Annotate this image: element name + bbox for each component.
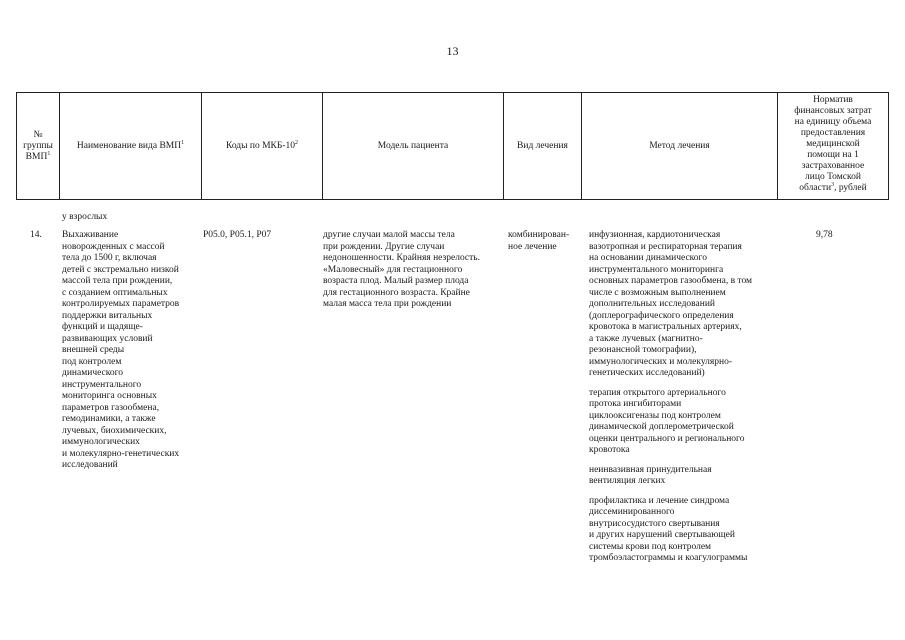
method-item xyxy=(589,230,785,380)
patient-model-cell xyxy=(323,230,508,311)
method-line: циклооксигеназы под контролем xyxy=(589,410,721,421)
patient-model-line: возраста плод. Малый размер плода xyxy=(323,276,469,286)
method-line: кровотока xyxy=(589,445,630,455)
vmp-name-line: под контролем xyxy=(62,356,122,367)
header-patient-model: Модель пациента xyxy=(323,93,504,200)
treatment-method-cell xyxy=(589,230,785,573)
vmp-name-line: функций и щадяще- xyxy=(62,322,143,332)
vmp-name-line: динамического xyxy=(62,368,124,378)
vmp-name-line: детей с экстремально низкой xyxy=(62,264,179,275)
patient-model-line: малая масса тела при рождении xyxy=(323,299,452,309)
method-line: инфузионная, кардиотоническая xyxy=(589,230,721,240)
method-line: (доплерографического определения xyxy=(589,310,734,321)
header-group-number: № группы ВМП$^1$ xyxy=(17,93,60,200)
patient-model-line: недоношенности. Крайняя незрелость. xyxy=(323,253,481,263)
method-line: генетических исследований) xyxy=(589,368,705,378)
vmp-name-line: поддержки витальных xyxy=(62,310,153,321)
header-vmp-name: Наименование вида ВМП$^1$ xyxy=(60,93,202,200)
method-line: на основании динамического xyxy=(589,253,707,263)
vmp-name-line: контролируемых параметров xyxy=(62,299,180,309)
vmp-name-line: исследований xyxy=(62,460,118,470)
vmp-name-line: гемодинамики, а также xyxy=(62,414,156,424)
vmp-name-line: инструментального xyxy=(62,379,142,390)
method-line: системы крови под контролем xyxy=(589,541,712,552)
method-line: протока ингибиторами xyxy=(589,399,682,409)
method-line: диссеминированного xyxy=(589,507,675,517)
method-item xyxy=(589,496,785,565)
vmp-name-line: иммунологических xyxy=(62,437,140,447)
method-line: и других нарушений свертывающей xyxy=(589,530,735,540)
method-item xyxy=(589,388,785,457)
vmp-name-line: массой тела при рождении, xyxy=(62,276,173,286)
vmp-name-line: мониторинга основных xyxy=(62,391,157,401)
method-line: кровотока в магистральных артериях, xyxy=(589,322,742,332)
vmp-name-line: внешней среды xyxy=(62,345,125,355)
method-line: неинвазивная принудительная xyxy=(589,464,712,475)
treatment-type-line: ное лечение xyxy=(508,241,557,252)
vmp-name-line: Выхаживание xyxy=(62,230,119,240)
method-line: дополнительных исследований xyxy=(589,299,715,309)
vmp-name-line: параметров газообмена, xyxy=(62,402,160,413)
header-treatment-type: Вид лечения xyxy=(504,93,582,200)
vmp-name-line: развивающих условий xyxy=(62,333,153,344)
page-number: 13 xyxy=(446,44,459,58)
method-line: оценки центрального и регионального xyxy=(589,433,745,444)
method-line: вентиляция легких xyxy=(589,476,666,486)
header-icd-codes: Коды по МКБ-$10^2$ xyxy=(202,93,323,200)
group-prefix: у взрослых xyxy=(62,212,108,222)
cost-cell: 9,78 xyxy=(816,230,833,240)
method-line: инструментального мониторинга xyxy=(589,264,724,275)
method-line: числе с возможным выполнением xyxy=(589,287,726,298)
vmp-name-line: новорожденных с массой xyxy=(62,241,165,252)
header-treatment-method: Метод лечения xyxy=(582,93,778,200)
vmp-name-line: и молекулярно-генетических xyxy=(62,448,180,459)
vmp-name-line: с созданием оптимальных xyxy=(62,287,168,298)
patient-model-line: другие случаи малой массы тела xyxy=(323,230,455,240)
method-line: резонансной томографии), xyxy=(589,345,697,355)
vmp-name-line: лучевых, биохимических, xyxy=(62,425,167,436)
method-line: основных параметров газообмена, в том xyxy=(589,276,753,286)
treatment-type-cell xyxy=(508,230,586,253)
vmp-name-line: тела до 1500 г, включая xyxy=(62,253,157,263)
method-line: терапия открытого артериального xyxy=(589,387,726,398)
method-item xyxy=(589,465,785,488)
row-number: 14. xyxy=(30,230,42,240)
patient-model-line: для гестационного возраста. Крайне xyxy=(323,287,470,298)
method-line: профилактика и лечение синдрома xyxy=(589,495,730,506)
method-line: иммунологических и молекулярно- xyxy=(589,356,733,367)
method-line: а также лучевых (магнитно- xyxy=(589,333,703,344)
treatment-type-line: комбинирован- xyxy=(508,230,570,240)
table-header xyxy=(16,92,889,200)
method-line: динамической доплерометрической xyxy=(589,422,734,432)
header-cost-standard: Норматив финансовых затрат на единицу объема предоставления медицинской помощи на 1 застрахованное лицо Томской области$^3$, рублей xyxy=(778,93,889,200)
patient-model-line: «Маловесный» для гестационного xyxy=(323,264,463,275)
vmp-name-cell xyxy=(62,230,202,472)
icd-codes-cell: P05.0, P05.1, P07 xyxy=(203,230,272,240)
method-line: тромбоэластограммы и коагулограммы xyxy=(589,553,748,563)
method-line: вазотропная и респираторная терапия xyxy=(589,241,742,252)
method-line: внутрисосудистого свертывания xyxy=(589,518,720,529)
patient-model-line: при рождении. Другие случаи xyxy=(323,241,445,252)
